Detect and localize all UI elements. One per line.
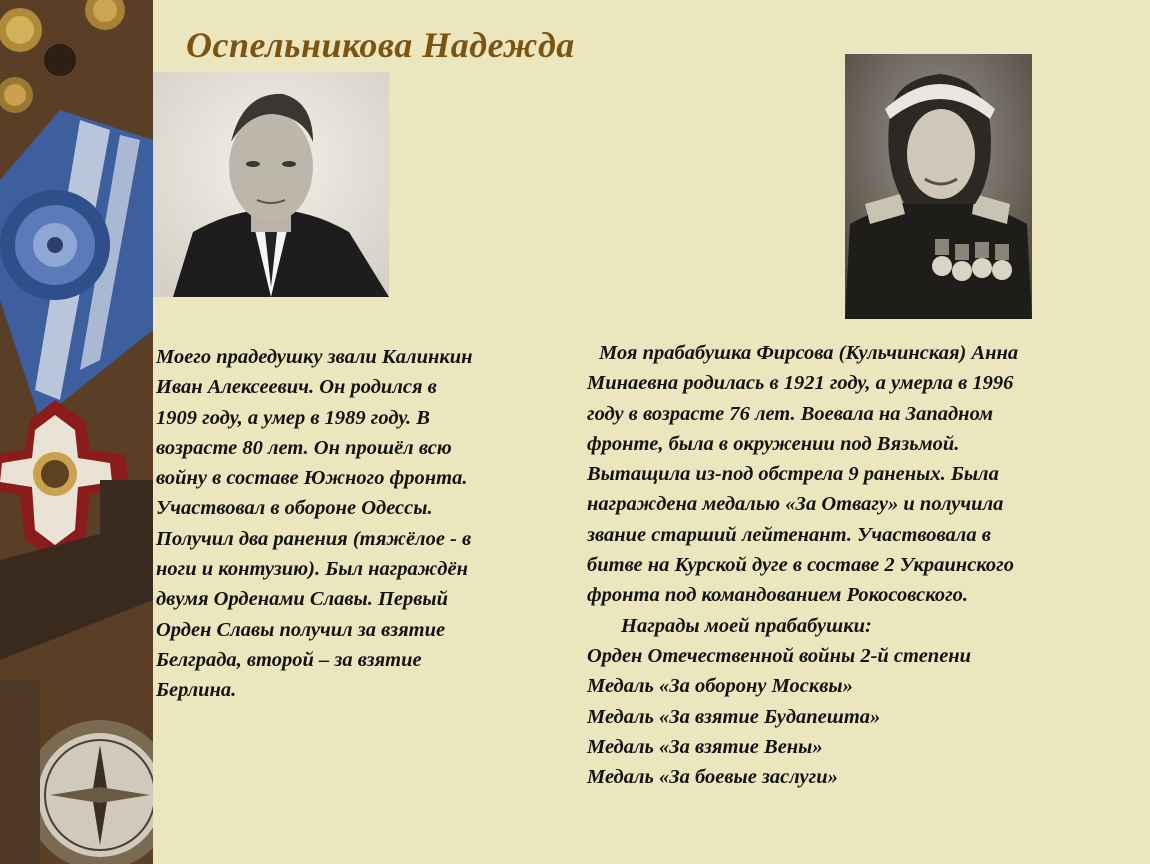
award-item: Медаль «За взятие Будапешта»: [587, 705, 881, 728]
award-item: Медаль «За взятие Вены»: [587, 735, 823, 758]
text-line: Моя прабабушка Фирсова (Кульчинская) Анна: [599, 342, 1019, 364]
great-grandmother-biography: [587, 338, 1107, 792]
text-line: Минаевна родилась в 1921 году, а умерла в 1996: [587, 372, 1014, 395]
text-line: двумя Орденами Славы. Первый: [156, 588, 449, 611]
text-line: Получил два ранения (тяжёлое - в: [156, 527, 472, 550]
text-line: году в возрасте 76 лет. Воевала на Западном: [587, 402, 994, 425]
text-line: Орден Славы получил за взятие: [156, 618, 446, 641]
rosette-icon: [0, 190, 110, 300]
text-line: фронте, была в окружении под Вязьмой.: [587, 432, 960, 455]
text-line: Белграда, второй – за взятие: [156, 648, 422, 671]
decorative-medals-strip: [0, 0, 153, 864]
text-line: Берлина.: [156, 679, 237, 702]
text-line: звание старший лейтенант. Участвовала в: [587, 523, 991, 546]
award-item: Орден Отечественной войны 2-й степени: [587, 644, 972, 667]
portrait-woman-icon: [845, 54, 1032, 319]
awards-heading: Награды моей прабабушки:: [621, 614, 872, 637]
text-line: фронта под командованием Рокосовского.: [587, 584, 969, 607]
text-line: 1909 году, а умер в 1989 году. В: [156, 406, 430, 429]
award-item: Медаль «За боевые заслуги»: [587, 766, 838, 789]
text-line: Вытащила из-под обстрела 9 раненых. Была: [587, 463, 999, 486]
great-grandfather-biography: [156, 342, 561, 706]
text-line: ноги и контузию). Был награждён: [156, 558, 468, 581]
great-grandmother-photo: [845, 54, 1032, 319]
page-title: Оспельникова Надежда: [186, 25, 575, 65]
text-line: Иван Алексеевич. Он родился в: [156, 376, 437, 399]
portrait-man-icon: [153, 72, 389, 297]
text-line: возрасте 80 лет. Он прошёл всю: [156, 436, 452, 459]
award-item: Медаль «За оборону Москвы»: [587, 675, 853, 698]
great-grandfather-photo: [153, 72, 389, 297]
text-line: Моего прадедушку звали Калинкин: [156, 346, 473, 368]
text-line: битве на Курской дуге в составе 2 Украинского: [587, 554, 1014, 577]
text-line: войну в составе Южного фронта.: [156, 467, 468, 490]
text-line: Участвовал в обороне Одессы.: [156, 497, 433, 520]
text-line: награждена медалью «За Отвагу» и получила: [587, 493, 1004, 516]
